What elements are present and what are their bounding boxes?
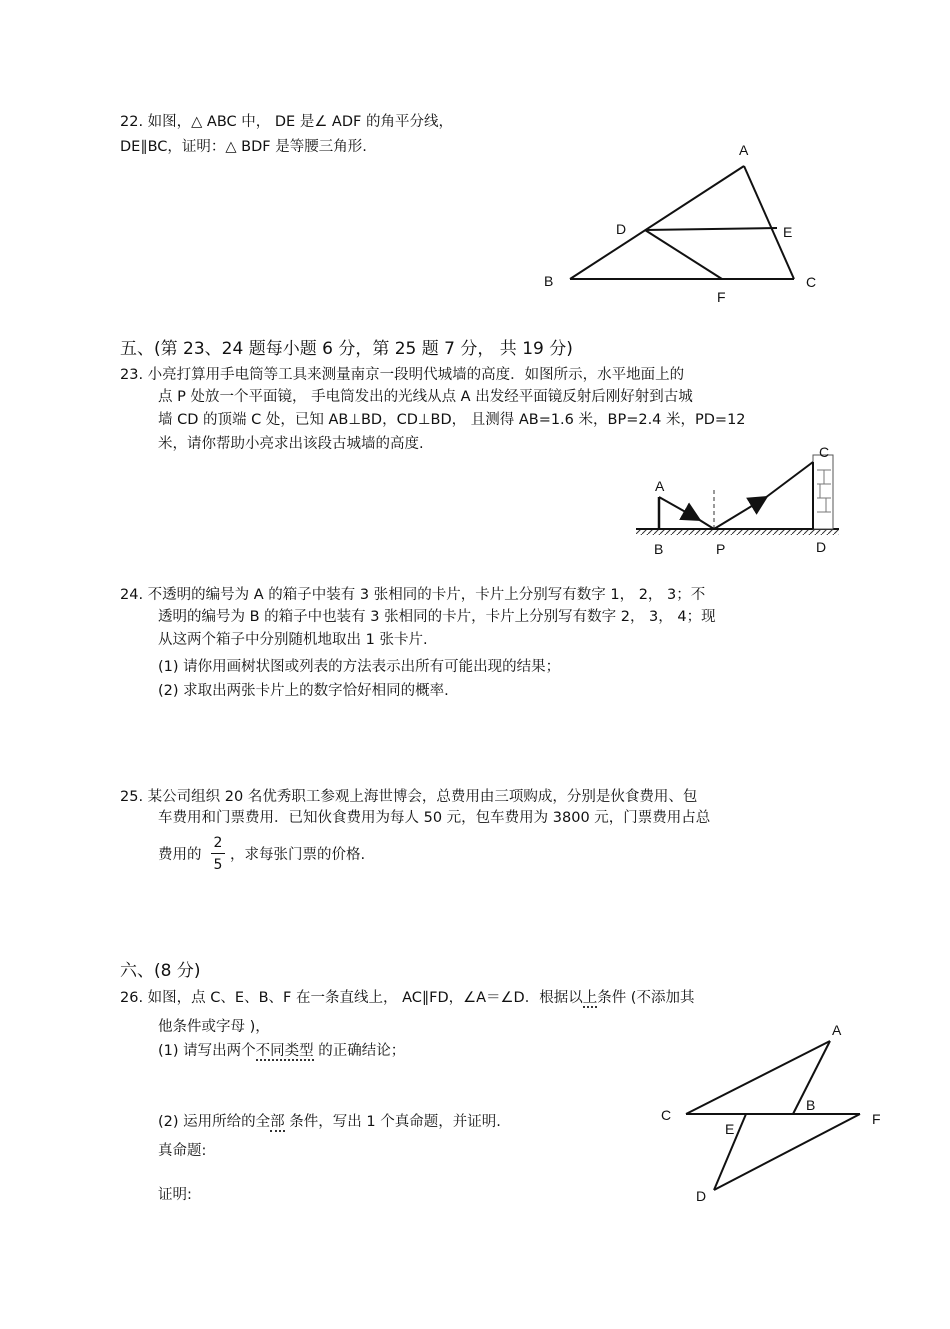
- q26-sub2-post: 条件，写出 1 个真命题，并证明.: [284, 1114, 501, 1130]
- q25-fraction-numerator: 2: [213, 835, 223, 851]
- q26-proof-label: 证明:: [158, 1187, 192, 1203]
- q26-sub2-emphasis: 部: [270, 1114, 285, 1130]
- q26-label-b: B: [806, 1097, 816, 1113]
- q26-line1-pre: 26. 如图，点 C、E、B、F 在一条直线上， AC∥FD，∠A＝∠D．根据以: [120, 990, 583, 1006]
- q23-line2: 点 P 处放一个平面镜， 手电筒发出的光线从点 A 出发经平面镜反射后刚好射到古城: [158, 389, 693, 405]
- q23-label-c: C: [819, 444, 830, 460]
- q24-line3: 从这两个箱子中分别随机地取出 1 张卡片.: [158, 632, 428, 648]
- q26-label-f: F: [872, 1111, 881, 1127]
- q23-label-b: B: [654, 541, 664, 557]
- q22-line1: 22. 如图，△ ABC 中， DE 是∠ ADF 的角平分线，: [120, 114, 453, 130]
- q23-label-p: P: [716, 541, 726, 557]
- q22-label-e: E: [783, 224, 793, 240]
- q23-line3: 墙 CD 的顶端 C 处，已知 AB⊥BD，CD⊥BD， 且测得 AB=1.6 米，BP=2.4 米，PD=12: [158, 412, 746, 428]
- q22-label-f: F: [717, 289, 726, 305]
- q26-line1-post: 条件 (不添加其: [597, 990, 695, 1006]
- q22-label-d: D: [616, 221, 627, 237]
- q25-fraction-denominator: 5: [213, 857, 223, 873]
- q24-sub2: (2) 求取出两张卡片上的数字恰好相同的概率.: [158, 683, 449, 699]
- q26-true-proposition-label: 真命题:: [158, 1143, 207, 1159]
- q24-sub1: (1) 请你用画树状图或列表的方法表示出所有可能出现的结果；: [158, 659, 561, 675]
- q22-line2: DE∥BC，证明：△ BDF 是等腰三角形.: [120, 139, 367, 155]
- q23-label-a: A: [655, 478, 665, 494]
- q26-sub2-pre: (2) 运用所给的全: [158, 1114, 271, 1130]
- q22-label-b: B: [544, 273, 554, 289]
- q22-label-a: A: [739, 142, 749, 158]
- section6-heading: 六、(8 分): [120, 961, 201, 981]
- q26-sub1-post: 的正确结论；: [313, 1043, 406, 1059]
- q25-line3-post: ，求每张门票的价格.: [230, 847, 366, 863]
- q26-sub1-pre: (1) 请写出两个: [158, 1043, 256, 1059]
- q26-label-c: C: [661, 1107, 672, 1123]
- q22-label-c: C: [806, 274, 817, 290]
- q25-line3-pre: 费用的: [158, 847, 202, 863]
- q23-line4: 米，请你帮助小亮求出该段古城墙的高度.: [158, 436, 424, 452]
- q26-label-a: A: [832, 1022, 842, 1038]
- q24-line2: 透明的编号为 B 的箱子中也装有 3 张相同的卡片，卡片上分别写有数字 2， 3， 4；现: [158, 609, 716, 625]
- q25-line1: 25. 某公司组织 20 名优秀职工参观上海世博会，总费用由三项购成，分别是伙食费用、包: [120, 789, 698, 805]
- q26-line2: 他条件或字母 )，: [158, 1019, 270, 1035]
- q24-line1: 24. 不透明的编号为 A 的箱子中装有 3 张相同的卡片，卡片上分别写有数字 1， 2， 3；不: [120, 587, 706, 603]
- q26-label-e: E: [725, 1121, 735, 1137]
- q26-sub1-emphasis: 不同类型: [255, 1043, 314, 1059]
- q25-line2: 车费用和门票费用．已知伙食费用为每人 50 元，包车费用为 3800 元，门票费用占总: [158, 810, 711, 826]
- q26-line1-emphasis: 上: [582, 990, 598, 1006]
- q26-label-d: D: [696, 1188, 707, 1204]
- q23-line1: 23. 小亮打算用手电筒等工具来测量南京一段明代城墙的高度．如图所示，水平地面上的: [120, 367, 685, 383]
- section5-heading: 五、(第 23、24 题每小题 6 分，第 25 题 7 分， 共 19 分): [120, 339, 573, 359]
- q23-label-d: D: [816, 539, 827, 555]
